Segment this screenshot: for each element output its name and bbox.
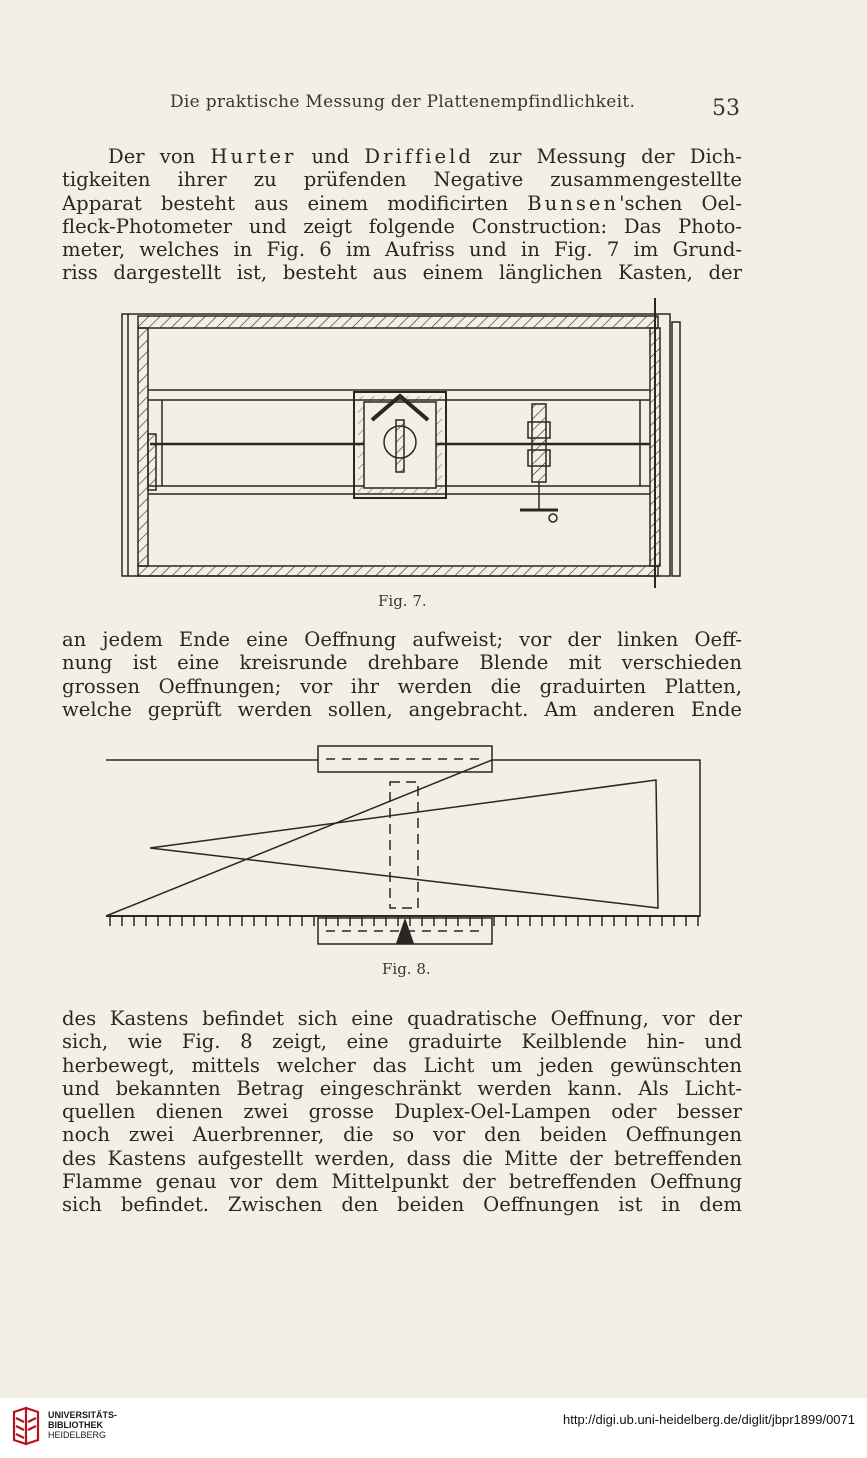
right-end-plate [672, 322, 680, 576]
text-line [62, 192, 742, 215]
paragraph-2 [62, 628, 742, 721]
wall-left [138, 328, 148, 566]
text-line: riss dargestellt ist, besteht aus einem länglichen Kasten, der [62, 261, 742, 285]
wall-top [138, 316, 658, 328]
text-run: Der von [108, 145, 211, 168]
text-line: herbewegt, mittels welcher das Licht um jeden gewünschten [62, 1053, 742, 1077]
running-title: Die praktische Messung der Plattenempfindlichkeit. [170, 92, 636, 112]
figure-7-photometer-drawing [110, 298, 700, 588]
digitization-footer [0, 1398, 867, 1458]
text-run: Apparat besteht aus einem modificirten [62, 191, 528, 215]
text-run: 'schen Oel- [619, 191, 742, 215]
text-line: des Kastens befindet sich eine quadratische Oeffnung, vor der [62, 1007, 742, 1030]
figure-8-caption: Fig. 8. [382, 960, 431, 978]
text-line: welche geprüft werden sollen, angebracht. Am anderen Ende [62, 697, 742, 721]
library-name-line: HEIDELBERG [48, 1430, 107, 1440]
permalink-url[interactable]: http://digi.ub.uni-heidelberg.de/diglit/jbpr1899/0071 [563, 1412, 855, 1427]
author-name-driffield: Driffield [364, 145, 474, 168]
text-line: noch zwei Auerbrenner, die so vor den beiden Oeffnungen [62, 1123, 742, 1147]
text-line: sich, wie Fig. 8 zeigt, eine graduirte Keilblende hin- und [62, 1030, 742, 1054]
figure-7-caption: Fig. 7. [378, 592, 427, 610]
author-name-bunsen: Bunsen [527, 191, 620, 215]
text-line: fleck-Photometer und zeigt folgende Construction: Das Photo- [62, 214, 742, 238]
text-line: an jedem Ende eine Oeffnung aufweist; vor der linken Oeff- [62, 628, 742, 651]
left-blende [148, 434, 156, 490]
library-name [48, 1410, 117, 1440]
wedge-frame [106, 760, 700, 916]
lamp-holder [532, 404, 546, 482]
text-line: meter, welches in Fig. 6 im Aufriss und in Fig. 7 im Grund- [62, 238, 742, 262]
paragraph-3 [62, 1007, 742, 1217]
text-line: des Kastens aufgestellt werden, dass die Mitte der betreffenden [62, 1146, 742, 1170]
wedge [150, 780, 658, 908]
text-line [62, 145, 742, 168]
university-library-logo-icon [10, 1406, 40, 1446]
page-number: 53 [712, 96, 740, 121]
library-name-line: UNIVERSITÄTS- [48, 1410, 118, 1420]
paragraph-1 [62, 145, 742, 285]
author-name-hurter: Hurter [210, 145, 297, 168]
text-line: und bekannten Betrag eingeschränkt werden kann. Als Licht- [62, 1076, 742, 1100]
text-run: zur Messung der Dich- [473, 145, 742, 168]
text-line: quellen dienen zwei grosse Duplex-Oel-Lampen oder besser [62, 1100, 742, 1124]
text-line: nung ist eine kreisrunde drehbare Blende mit verschieden [62, 651, 742, 675]
square-opening [390, 782, 418, 908]
text-run: und [296, 145, 365, 168]
text-line: sich befindet. Zwischen den beiden Oeffnungen ist in dem [62, 1193, 742, 1217]
figure-8-wedge-diagram [100, 740, 710, 945]
text-line: Flamme genau vor dem Mittelpunkt der betreffenden Oeffnung [62, 1170, 742, 1194]
text-line: tigkeiten ihrer zu prüfenden Negative zusammengestellte [62, 168, 742, 192]
library-name-line: BIBLIOTHEK [48, 1420, 103, 1430]
wall-bottom [138, 566, 658, 576]
text-line: grossen Oeffnungen; vor ihr werden die graduirten Platten, [62, 674, 742, 698]
